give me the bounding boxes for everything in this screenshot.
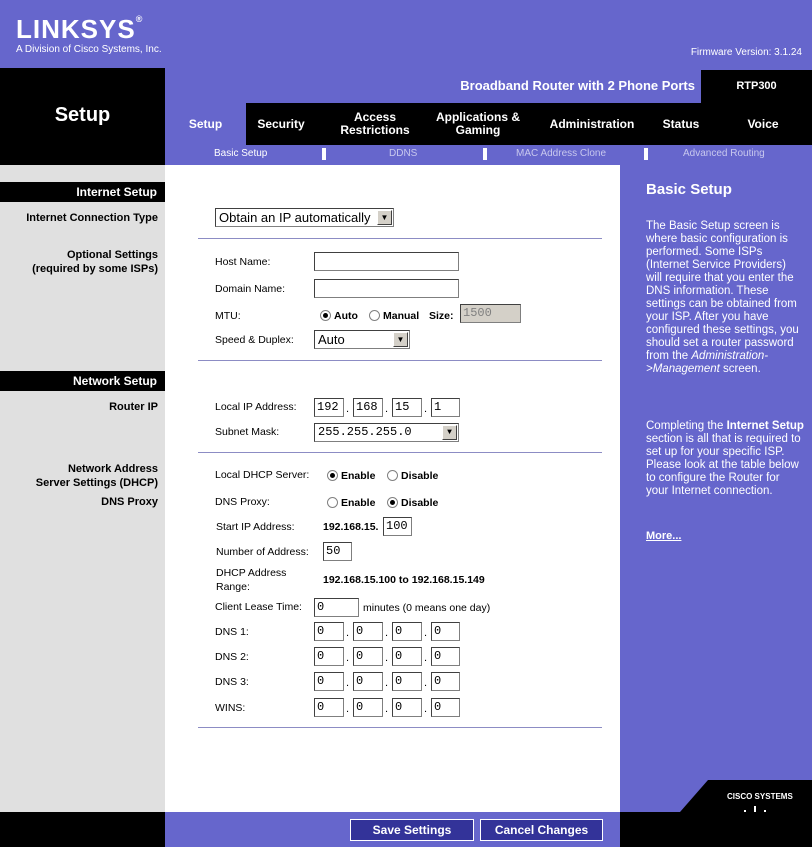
ip-dot: . [346, 403, 350, 415]
subnet-mask-label: Subnet Mask: [215, 426, 280, 438]
dns1-label: DNS 1: [215, 626, 249, 638]
speed-duplex-select[interactable] [314, 330, 410, 349]
ip-dot: . [385, 677, 389, 689]
help-para2-end: section is all that is required to set up for your specific ISP. Please look at the table below to configure the Router for your Internet connection. [646, 433, 801, 497]
dns-proxy-disable-radio[interactable] [387, 497, 398, 508]
tab-status[interactable]: Status [662, 116, 700, 131]
start-ip-prefix: 192.168.15. [323, 521, 379, 533]
dns-proxy-enable-label: Enable [341, 497, 376, 509]
help-para1-text: The Basic Setup screen is where basic configuration is performed. Some ISPs (Internet Service Providers) will require that you enter the DNS information. These settings can be obtained from your ISP. After you have configured these settings, you should set a router password from the [646, 220, 799, 362]
page-title: Setup [54, 104, 111, 126]
label-internet-connection-type: Internet Connection Type [26, 212, 158, 224]
tab-administration[interactable]: Administration [549, 116, 635, 131]
dns1-octet-1[interactable]: 0 [314, 622, 344, 641]
subtab-advanced-routing[interactable]: Advanced Routing [683, 148, 765, 159]
mtu-label: MTU: [215, 310, 241, 322]
help-para2-bold: Internet Setup [726, 420, 804, 432]
subnet-mask-select[interactable] [314, 423, 459, 442]
divider [198, 238, 602, 239]
dns2-label: DNS 2: [215, 651, 249, 663]
dns1-octet-2[interactable]: 0 [353, 622, 383, 641]
local-ip-octet-1[interactable]: 192 [314, 398, 344, 417]
label-optional-settings-note: (required by some ISPs) [32, 263, 158, 275]
help-para1-link: Administration->Management [646, 350, 769, 375]
ip-dot: . [346, 627, 350, 639]
number-of-address-label: Number of Address: [216, 546, 309, 558]
dhcp-range-label-2: Range: [216, 581, 250, 593]
ip-dot: . [346, 703, 350, 715]
ip-dot: . [424, 652, 428, 664]
ip-dot: . [424, 677, 428, 689]
ip-dot: . [346, 677, 350, 689]
tab-security[interactable]: Security [257, 116, 305, 131]
dns-proxy-disable-label: Disable [401, 497, 439, 509]
wins-octet-2[interactable]: 0 [353, 698, 383, 717]
chevron-down-icon: ▼ [393, 332, 408, 347]
footer-right [620, 812, 812, 847]
number-of-address-input[interactable]: 50 [323, 542, 352, 561]
wins-octet-4[interactable]: 0 [431, 698, 460, 717]
tab-voice[interactable]: Voice [747, 116, 779, 131]
dhcp-disable-label: Disable [401, 470, 439, 482]
mtu-auto-radio[interactable] [320, 310, 331, 321]
client-lease-hint: minutes (0 means one day) [363, 602, 491, 614]
dns2-octet-4[interactable]: 0 [431, 647, 460, 666]
speed-duplex-value: Auto [318, 332, 345, 347]
label-dns-proxy-section: DNS Proxy [101, 496, 158, 508]
local-ip-octet-4[interactable]: 1 [431, 398, 460, 417]
product-name: Broadband Router with 2 Phone Ports [460, 78, 695, 93]
start-ip-label: Start IP Address: [216, 521, 295, 533]
ip-dot: . [424, 627, 428, 639]
dns-proxy-enable-radio[interactable] [327, 497, 338, 508]
firmware-version: Firmware Version: 3.1.24 [690, 47, 802, 58]
subtab-separator [644, 148, 648, 160]
label-network-address: Network Address [67, 463, 158, 475]
save-settings-button[interactable]: Save Settings [350, 819, 474, 841]
dhcp-range-value: 192.168.15.100 to 192.168.15.149 [323, 574, 485, 586]
local-ip-octet-2[interactable]: 168 [353, 398, 383, 417]
chevron-down-icon: ▼ [442, 425, 457, 440]
dns3-octet-2[interactable]: 0 [353, 672, 383, 691]
label-router-ip: Router IP [109, 401, 158, 413]
model-number: RTP300 [701, 70, 812, 103]
dhcp-server-label: Local DHCP Server: [215, 469, 310, 481]
logo-tagline: A Division of Cisco Systems, Inc. [16, 44, 162, 55]
client-lease-label: Client Lease Time: [215, 601, 302, 613]
ip-dot: . [385, 627, 389, 639]
mtu-manual-label: Manual [383, 310, 420, 322]
section-header-network-setup: Network Setup [0, 371, 165, 391]
dhcp-enable-radio[interactable] [327, 470, 338, 481]
divider [198, 360, 602, 361]
connection-type-value: Obtain an IP automatically [219, 210, 371, 225]
host-name-label: Host Name: [215, 256, 271, 268]
tab-applications-gaming[interactable]: Applications & Gaming [435, 110, 520, 137]
ip-dot: . [346, 652, 350, 664]
domain-name-input[interactable] [314, 279, 459, 298]
tab-access-restrictions[interactable]: Access Restrictions [340, 110, 410, 137]
mtu-size-label: Size: [429, 310, 454, 322]
dns2-octet-3[interactable]: 0 [392, 647, 422, 666]
subtab-mac-address-clone[interactable]: MAC Address Clone [516, 148, 607, 159]
help-more-link[interactable]: More... [646, 530, 682, 542]
client-lease-input[interactable]: 0 [314, 598, 359, 617]
dns1-octet-4[interactable]: 0 [431, 622, 460, 641]
mtu-size-input[interactable]: 1500 [460, 304, 521, 323]
section-header-internet-setup: Internet Setup [0, 182, 165, 202]
dns3-octet-4[interactable]: 0 [431, 672, 460, 691]
local-ip-octet-3[interactable]: 15 [392, 398, 422, 417]
chevron-down-icon: ▼ [377, 210, 392, 225]
start-ip-input[interactable]: 100 [383, 517, 412, 536]
dns3-label: DNS 3: [215, 676, 249, 688]
tab-setup[interactable]: Setup [165, 103, 246, 145]
dns1-octet-3[interactable]: 0 [392, 622, 422, 641]
wins-label: WINS: [215, 702, 246, 714]
help-title: Basic Setup [646, 181, 732, 198]
help-para1-end: screen. [723, 363, 761, 375]
wins-octet-3[interactable]: 0 [392, 698, 422, 717]
logo-text: LINKSYS [16, 14, 136, 44]
connection-type-select[interactable] [215, 208, 394, 227]
subtab-basic-setup[interactable]: Basic Setup [214, 148, 268, 159]
subnet-mask-value: 255.255.255.0 [318, 425, 412, 439]
subtab-separator [483, 148, 487, 160]
subtab-separator [322, 148, 326, 160]
dhcp-range-label-1: DHCP Address [216, 567, 287, 579]
subtab-ddns[interactable]: DDNS [389, 148, 418, 159]
dhcp-enable-label: Enable [341, 470, 376, 482]
divider [198, 452, 602, 453]
dns3-octet-1[interactable]: 0 [314, 672, 344, 691]
divider [198, 727, 602, 728]
cisco-logo-text: CISCO SYSTEMS [727, 792, 793, 801]
linksys-logo [16, 14, 143, 45]
wins-octet-1[interactable]: 0 [314, 698, 344, 717]
dns3-octet-3[interactable]: 0 [392, 672, 422, 691]
dns2-octet-1[interactable]: 0 [314, 647, 344, 666]
speed-duplex-label: Speed & Duplex: [215, 334, 294, 346]
label-optional-settings: Optional Settings [66, 249, 158, 261]
ip-dot: . [385, 652, 389, 664]
local-ip-label: Local IP Address: [215, 401, 297, 413]
host-name-input[interactable] [314, 252, 459, 271]
ip-dot: . [385, 403, 389, 415]
dns-proxy-label: DNS Proxy: [215, 496, 270, 508]
cisco-panel-edge [680, 780, 708, 812]
help-paragraph-1 [646, 220, 804, 376]
ip-dot: . [385, 703, 389, 715]
domain-name-label: Domain Name: [215, 283, 286, 295]
mtu-manual-radio[interactable] [369, 310, 380, 321]
registered-mark: ® [135, 14, 144, 24]
footer-left [0, 812, 165, 847]
help-paragraph-2 [646, 420, 804, 498]
dns2-octet-2[interactable]: 0 [353, 647, 383, 666]
ip-dot: . [424, 403, 428, 415]
cancel-changes-button[interactable]: Cancel Changes [480, 819, 603, 841]
dhcp-disable-radio[interactable] [387, 470, 398, 481]
ip-dot: . [424, 703, 428, 715]
label-dhcp-settings: Server Settings (DHCP) [35, 477, 158, 489]
help-para2-start: Completing the [646, 420, 724, 432]
mtu-auto-label: Auto [334, 310, 358, 322]
